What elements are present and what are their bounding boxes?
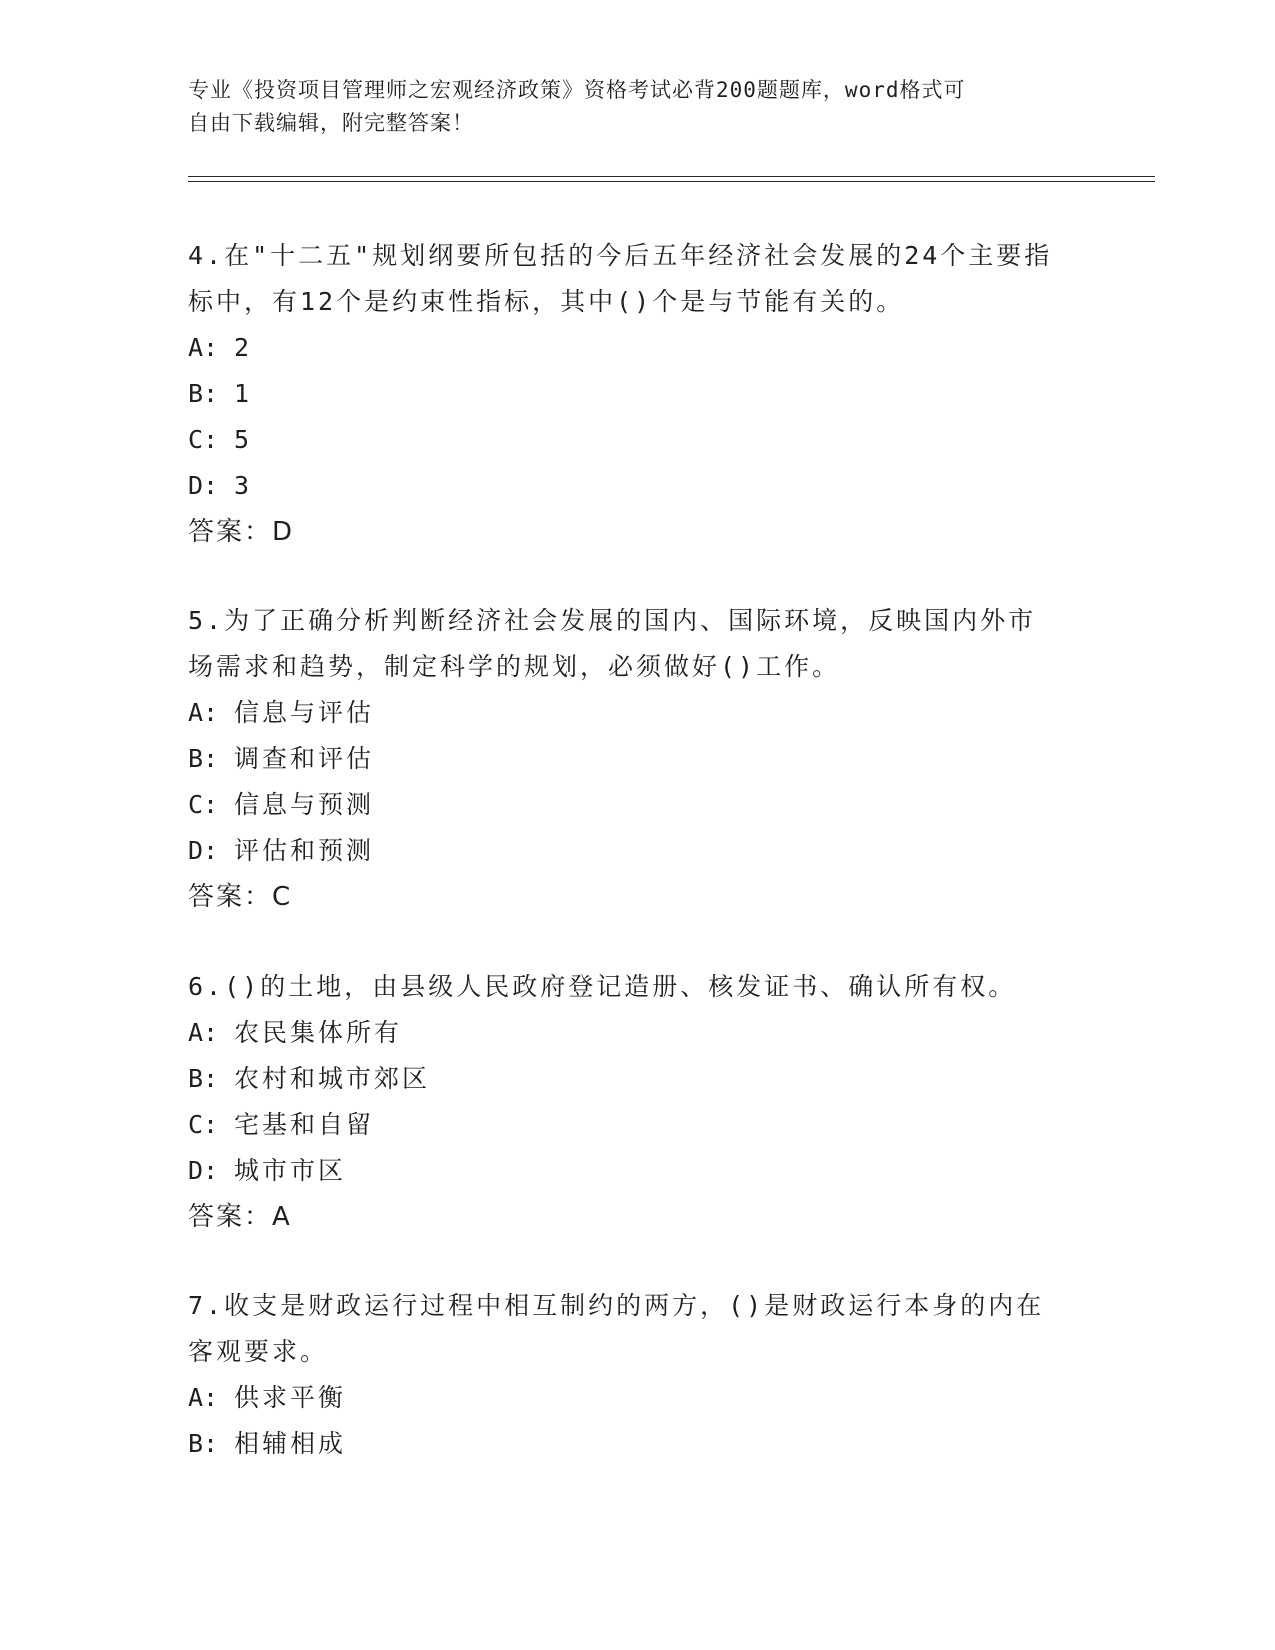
question-stem-line-1: 6.()的土地，由县级人民政府登记造册、核发证书、确认所有权。 [188,972,1017,1001]
option-b [188,371,1088,417]
question-stem-line-2: 客观要求。 [188,1337,329,1366]
option-text: 农村和城市郊区 [234,1064,431,1093]
question-stem [188,233,1088,325]
option-text: 2 [234,333,253,362]
answer-line: 答案：C [188,882,293,912]
option-text: 评估和预测 [234,836,375,865]
option-a [188,325,1088,371]
answer-line: 答案：A [188,1202,292,1232]
option-letter: A: [188,333,219,362]
option-text: 1 [234,379,253,408]
option-c [188,417,1088,463]
option-c [188,1102,1088,1148]
option-text: 3 [234,471,253,500]
option-letter: A: [188,1383,219,1412]
question-7 [188,1283,1088,1467]
question-stem-line-1: 7.收支是财政运行过程中相互制约的两方，()是财政运行本身的内在 [188,1291,1045,1320]
option-text: 供求平衡 [234,1383,347,1412]
header-line-2: 自由下载编辑，附完整答案！ [188,111,474,135]
option-text: 信息与预测 [234,790,375,819]
question-stem-line-1: 5.为了正确分析判断经济社会发展的国内、国际环境，反映国内外市 [188,606,1037,635]
option-letter: C: [188,1110,219,1139]
option-a [188,690,1088,736]
option-letter: D: [188,836,219,865]
option-c [188,782,1088,828]
document-header [188,74,1088,140]
option-letter: B: [188,379,219,408]
option-d [188,463,1088,509]
option-text: 5 [234,425,253,454]
option-text: 调查和评估 [234,744,375,773]
question-5 [188,598,1088,920]
question-stem-line-1: 4.在"十二五"规划纲要所包括的今后五年经济社会发展的24个主要指 [188,241,1053,270]
option-letter: D: [188,471,219,500]
option-b [188,736,1088,782]
option-letter: B: [188,744,219,773]
header-divider-bottom [188,181,1155,182]
option-d [188,828,1088,874]
question-stem-line-2: 标中，有12个是约束性指标，其中()个是与节能有关的。 [188,287,905,316]
option-a [188,1375,1088,1421]
option-text: 信息与评估 [234,698,375,727]
option-letter: B: [188,1429,219,1458]
option-letter: A: [188,1018,219,1047]
option-letter: A: [188,698,219,727]
question-stem [188,964,1088,1010]
question-stem [188,598,1088,690]
option-letter: D: [188,1156,219,1185]
header-line-1: 专业《投资项目管理师之宏观经济政策》资格考试必背200题题库，word格式可 [188,78,966,102]
option-text: 相辅相成 [234,1429,347,1458]
option-a [188,1010,1088,1056]
question-stem [188,1283,1088,1375]
answer-line: 答案：D [188,517,295,547]
option-letter: C: [188,790,219,819]
option-letter: C: [188,425,219,454]
option-letter: B: [188,1064,219,1093]
question-4 [188,233,1088,555]
option-b [188,1421,1088,1467]
option-text: 农民集体所有 [234,1018,403,1047]
question-stem-line-2: 场需求和趋势，制定科学的规划，必须做好()工作。 [188,652,841,681]
header-divider-top [188,176,1155,177]
option-b [188,1056,1088,1102]
option-text: 城市市区 [234,1156,347,1185]
option-text: 宅基和自留 [234,1110,375,1139]
option-d [188,1148,1088,1194]
question-6 [188,964,1088,1240]
